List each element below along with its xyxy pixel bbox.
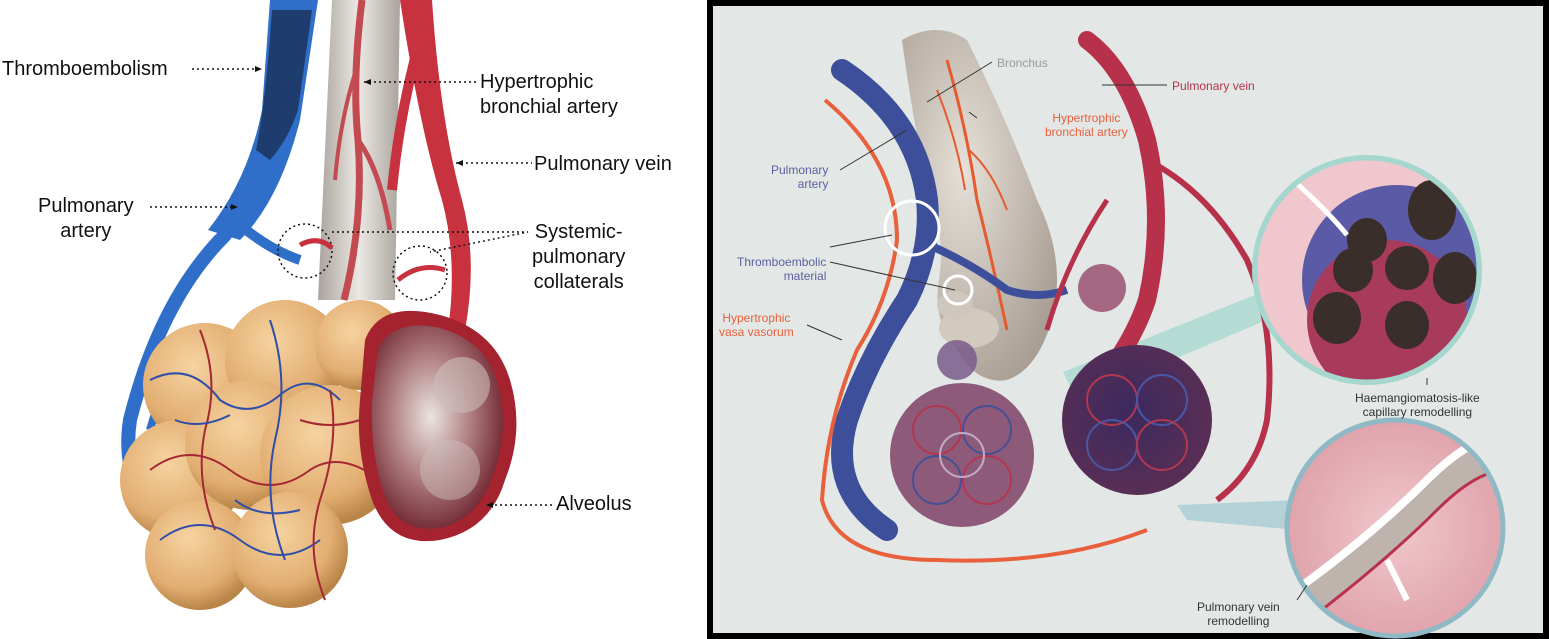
small-cluster-2 [937,340,977,380]
label-pulmonary-vein: Pulmonary vein [534,153,672,175]
label-hypertrophic-vasa-vasorum: Hypertrophic vasa vasorum [719,311,794,340]
collateral-circle-right [393,246,447,300]
small-cluster-1 [1078,264,1126,312]
label-bronchus: Bronchus [997,56,1048,70]
label-alveolus: Alveolus [556,493,632,515]
capillary-cluster-right [1062,345,1212,495]
left-illustration-panel [0,0,700,639]
label-thromboembolism: Thromboembolism [2,58,168,80]
label-pulmonary-artery-right: Pulmonary artery [771,163,829,192]
label-pulmonary-vein-right: Pulmonary vein [1172,79,1255,93]
label-hypertrophic-bronchial-artery: Hypertrophic bronchial artery [480,71,618,118]
label-haemangiomatosis-like-capillary-remodelling: Haemangiomatosis-like capillary remodelling [1355,391,1480,420]
label-pulmonary-vein-remodelling: Pulmonary vein remodelling [1197,600,1280,629]
label-pulmonary-artery: Pulmonary artery [38,195,134,242]
label-thromboembolic-material: Thromboembolic material [737,255,827,284]
capillary-cluster-left [890,383,1034,527]
label-hypertrophic-bronchial-artery-right: Hypertrophic bronchial artery [1045,111,1128,140]
right-anatomy-illustration [707,0,1549,639]
right-illustration-panel [707,0,1549,639]
pulmonary-vein-trunk [400,0,471,330]
label-systemic-pulmonary-collaterals: Systemic- pulmonary collaterals [532,221,626,293]
